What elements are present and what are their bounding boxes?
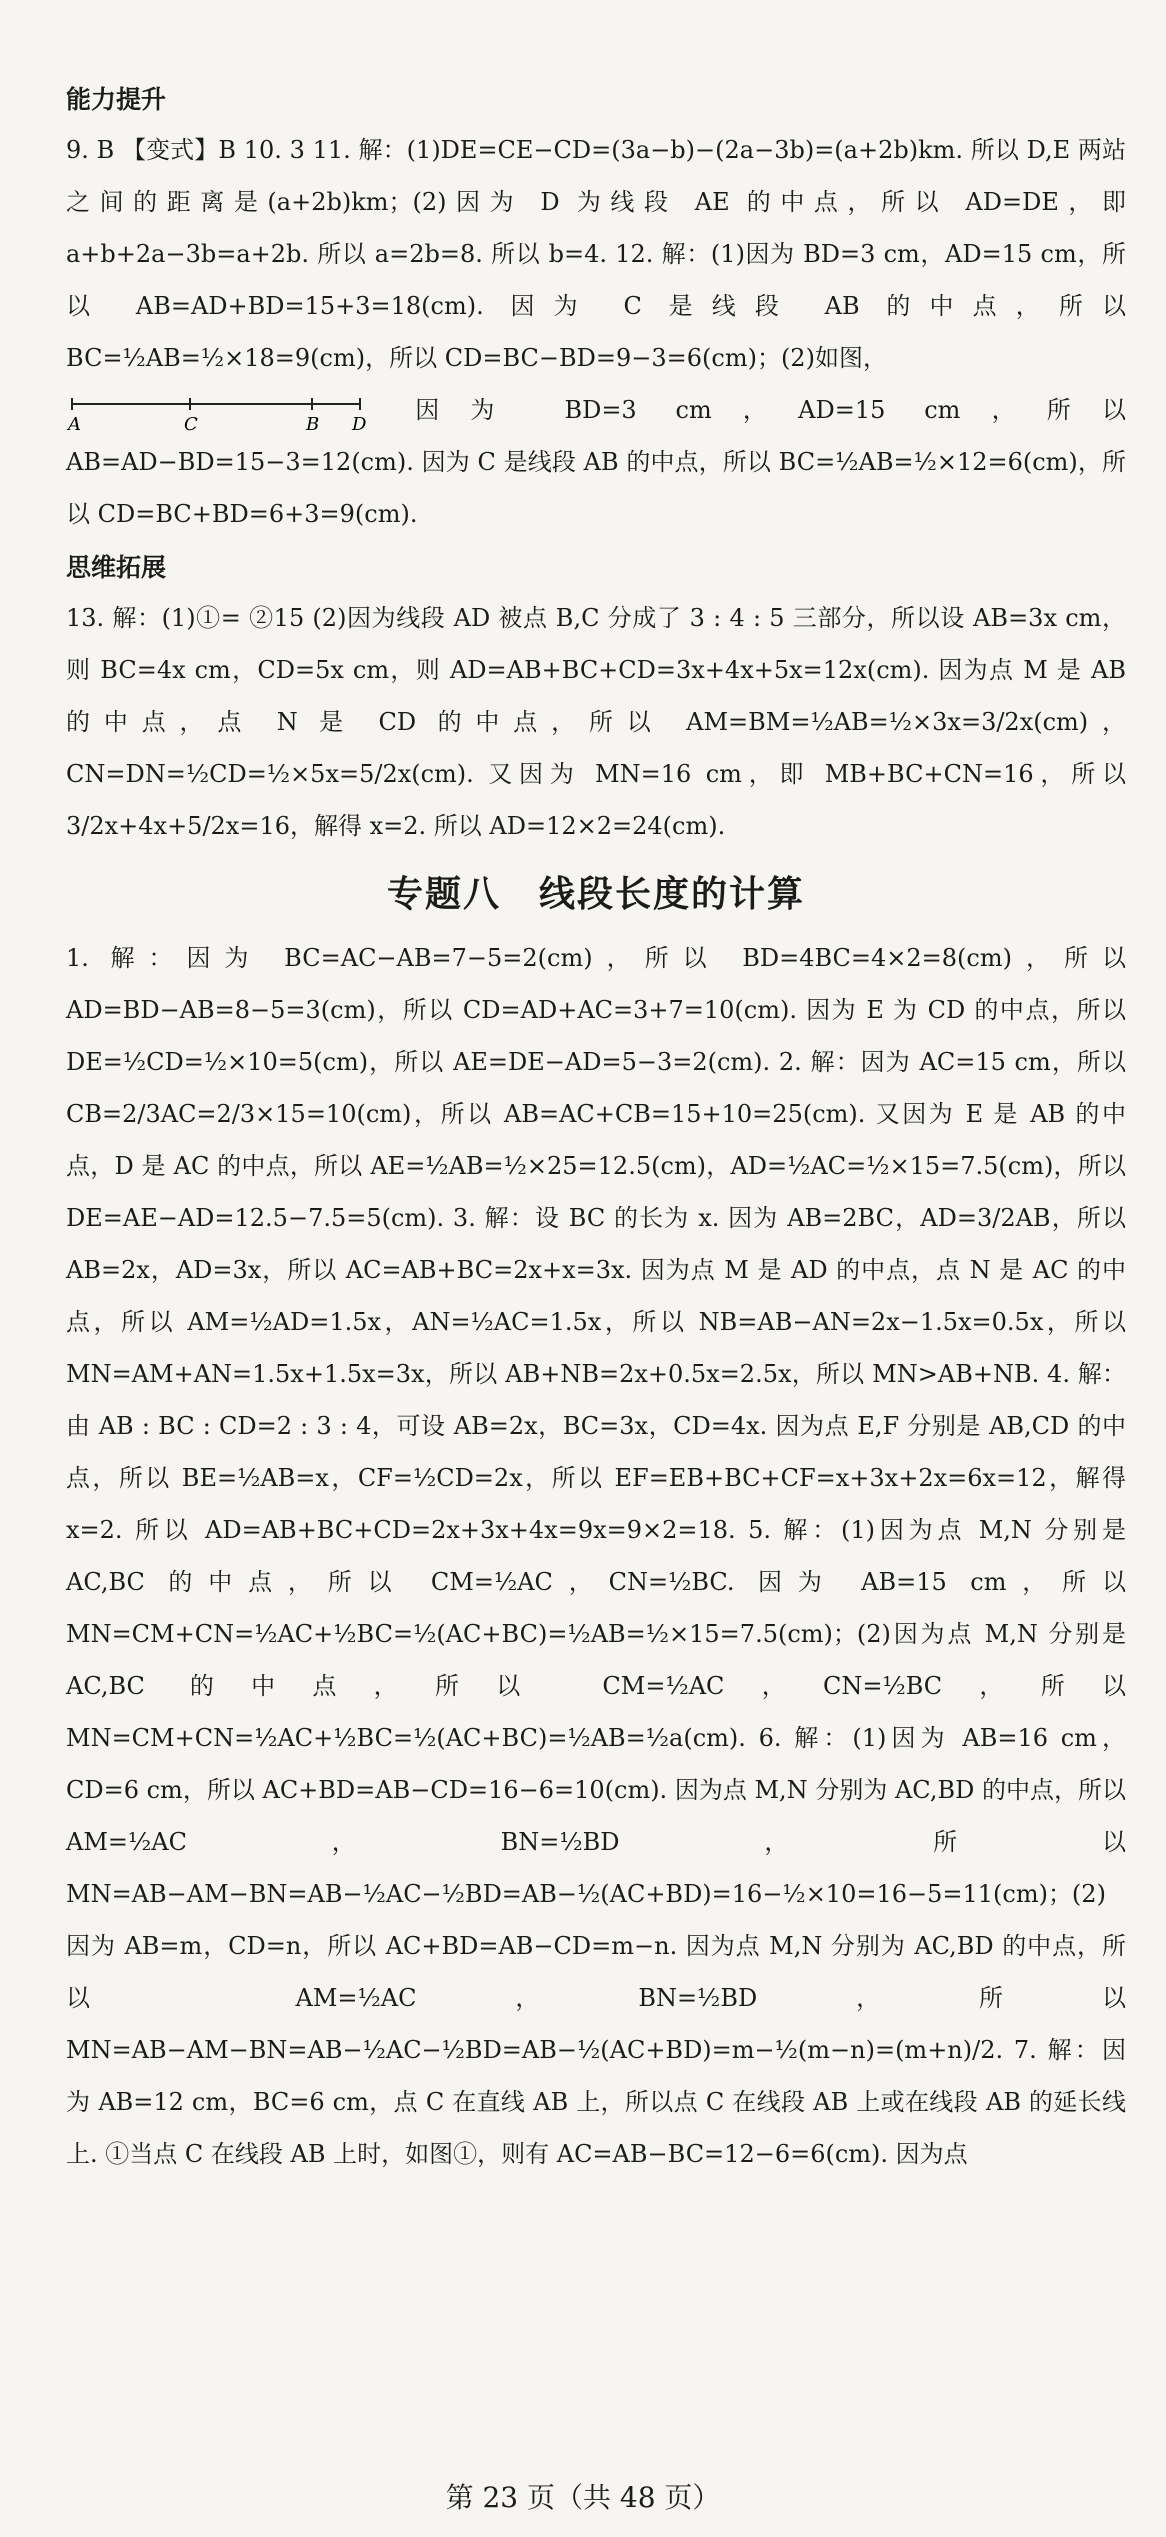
section-heading-thinking: 思维拓展: [66, 553, 167, 582]
answer-text: 因为 BD=3 cm，AD=15 cm，所以 AB=AD−BD=15−3=12(cm). 因为 C 是线段 AB 的中点，所以 BC=½AB=½×12=6(cm)，所以 CD=BC+BD=6+3=9(cm).: [66, 396, 1126, 528]
answer-paragraph: 9. B 【变式】B 10. 3 11. 解：(1)DE=CE−CD=(3a−b)−(2a−3b)=(a+2b)km. 所以 D,E 两站之间的距离是(a+2b)km；(2)因为 D 为线段 AE 的中点，所以 AD=DE，即 a+b+2a−3b=a+2b. 所以 a=2b=8. 所以 b=4. 12. 解：(1)因为 BD=3 cm，AD=15 cm，所以 AB=AD+BD=15+3=18(cm). 因为 C 是线段 AB 的中点，所以 BC=½AB=½×18=9(cm)，所以 CD=BC−BD=9−3=6(cm)；(2)如图，: [66, 136, 1126, 372]
point-label-b: B: [306, 413, 320, 434]
point-label-a: A: [68, 413, 81, 434]
segment-figure: [66, 390, 366, 434]
point-label-d: D: [352, 413, 366, 434]
answer-paragraph: 1. 解：因为 BC=AC−AB=7−5=2(cm)，所以 BD=4BC=4×2=8(cm)，所以 AD=BD−AB=8−5=3(cm)，所以 CD=AD+AC=3+7=10(cm). 因为 E 为 CD 的中点，所以 DE=½CD=½×10=5(cm)，所以 AE=DE−AD=5−3=2(cm). 2. 解：因为 AC=15 cm，所以 CB=2/3AC=2/3×15=10(cm)，所以 AB=AC+CB=15+10=25(cm). 又因为 E 是 AB 的中点，D 是 AC 的中点，所以 AE=½AB=½×25=12.5(cm)，AD=½AC=½×15=7.5(cm)，所以 DE=AE−AD=12.5−7.5=5(cm). 3. 解：设 BC 的长为 x. 因为 AB=2BC，AD=3/2AB，所以 AB=2x，AD=3x，所以 AC=AB+BC=2x+x=3x. 因为点 M 是 AD 的中点，点 N 是 AC 的中点，所以 AM=½AD=1.5x，AN=½AC=1.5x，所以 NB=AB−AN=2x−1.5x=0.5x，所以 MN=AM+AN=1.5x+1.5x=3x，所以 AB+NB=2x+0.5x=2.5x，所以 MN>AB+NB. 4. 解：由 AB : BC : CD=2 : 3 : 4，可设 AB=2x，BC=3x，CD=4x. 因为点 E,F 分别是 AB,CD 的中点，所以 BE=½AB=x，CF=½CD=2x，所以 EF=EB+BC+CF=x+3x+2x=6x=12，解得 x=2. 所以 AD=AB+BC+CD=2x+3x+4x=9x=9×2=18. 5. 解：(1)因为点 M,N 分别是 AC,BC 的中点，所以 CM=½AC，CN=½BC. 因为 AB=15 cm，所以 MN=CM+CN=½AC+½BC=½(AC+BC)=½AB=½×15=7.5(cm)；(2)因为点 M,N 分别是 AC,BC 的中点，所以 CM=½AC，CN=½BC，所以 MN=CM+CN=½AC+½BC=½(AC+BC)=½AB=½a(cm). 6. 解：(1)因为 AB=16 cm，CD=6 cm，所以 AC+BD=AB−CD=16−6=10(cm). 因为点 M,N 分别为 AC,BD 的中点，所以 AM=½AC，BN=½BD，所以 MN=AB−AM−BN=AB−½AC−½BD=AB−½(AC+BD)=16−½×10=16−5=11(cm)；(2)因为 AB=m，CD=n，所以 AC+BD=AB−CD=m−n. 因为点 M,N 分别为 AC,BD 的中点，所以 AM=½AC，BN=½BD，所以 MN=AB−AM−BN=AB−½AC−½BD=AB−½(AC+BD)=m−½(m−n)=(m+n)/2. 7. 解：因为 AB=12 cm，BC=6 cm，点 C 在直线 AB 上，所以点 C 在线段 AB 上或在线段 AB 的延长线上. ①当点 C 在线段 AB 上时，如图①，则有 AC=AB−BC=12−6=6(cm). 因为点: [66, 944, 1126, 2168]
topic-title: 专题八 线段长度的计算: [386, 874, 805, 915]
answer-paragraph: 13. 解：(1)①= ②15 (2)因为线段 AD 被点 B,C 分成了 3 : 4 : 5 三部分，所以设 AB=3x cm，则 BC=4x cm，CD=5x cm，则 AD=AB+BC+CD=3x+4x+5x=12x(cm). 因为点 M 是 AB 的中点，点 N 是 CD 的中点，所以 AM=BM=½AB=½×3x=3/2x(cm)，CN=DN=½CD=½×5x=5/2x(cm). 又因为 MN=16 cm，即 MB+BC+CN=16，所以3/2x+4x+5/2x=16，解得 x=2. 所以 AD=12×2=24(cm).: [66, 604, 1126, 840]
answer-paragraph-with-figure: [66, 384, 1126, 540]
page-footer: 第 23 页（共 48 页）: [445, 2481, 721, 2514]
point-label-c: C: [184, 413, 198, 434]
section-heading-ability: 能力提升: [66, 85, 167, 114]
page-content: [66, 72, 1126, 2180]
